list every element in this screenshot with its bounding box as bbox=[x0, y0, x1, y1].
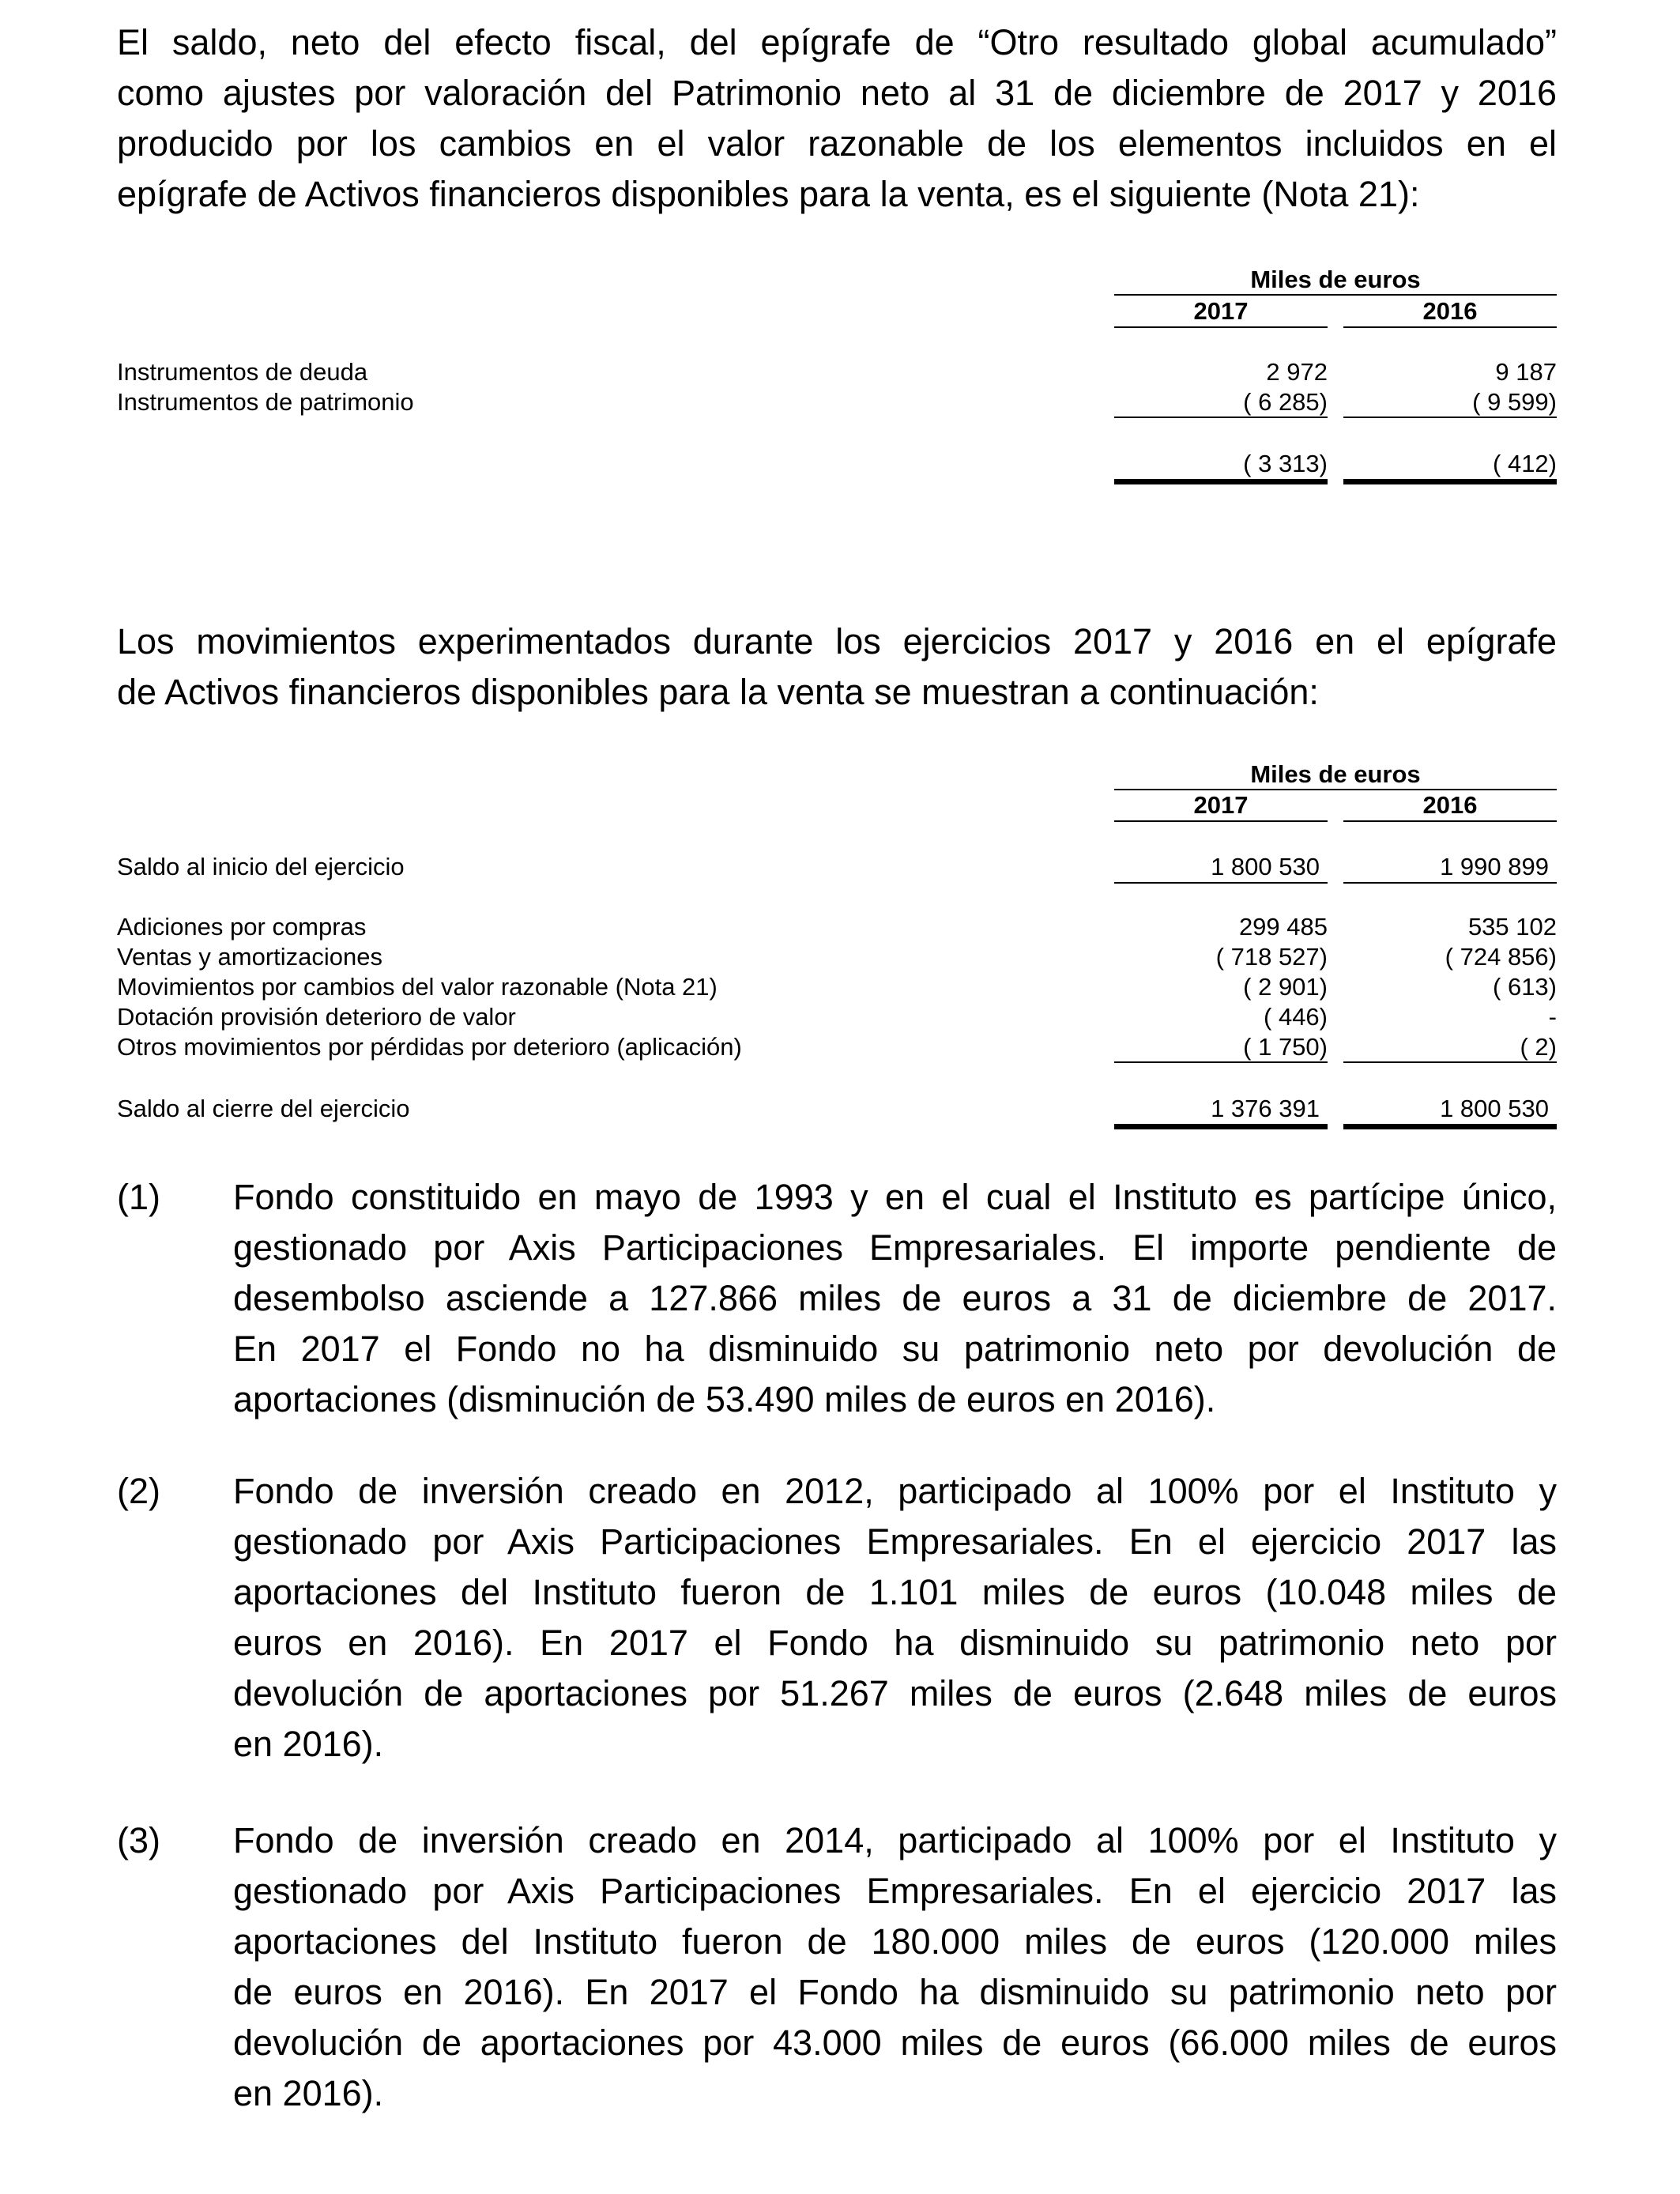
value-2016: ( 9 599) bbox=[1472, 388, 1557, 416]
row-label: Dotación provisión deterioro de valor bbox=[117, 1003, 516, 1031]
value-2016: 1 800 530 bbox=[1440, 1095, 1549, 1122]
note-line: aportaciones (disminución de 53.490 miles de euros en 2016). bbox=[233, 1379, 1216, 1419]
row-label: Adiciones por compras bbox=[117, 913, 367, 941]
closing-balance-label: Saldo al cierre del ejercicio bbox=[117, 1095, 410, 1122]
header-rule bbox=[1114, 820, 1328, 822]
total-rule bbox=[1114, 479, 1328, 484]
note-line: devolución de aportaciones por 43.000 miles de euros (66.000 miles de euros bbox=[233, 2022, 1557, 2063]
note-marker: (2) bbox=[117, 1471, 160, 1511]
note-line: gestionado por Axis Participaciones Empresariales. En el ejercicio 2017 las bbox=[233, 1521, 1557, 1562]
column-header-2016: 2016 bbox=[1422, 791, 1478, 819]
paragraph-line: producido por los cambios en el valor razonable de los elementos incluidos en el bbox=[117, 123, 1557, 164]
header-rule bbox=[1114, 789, 1557, 790]
note-line: aportaciones del Instituto fueron de 1.101 miles de euros (10.048 miles de bbox=[233, 1572, 1557, 1612]
total-rule bbox=[1114, 1124, 1328, 1129]
note-line: euros en 2016). En 2017 el Fondo ha disminuido su patrimonio neto por bbox=[233, 1623, 1557, 1663]
intro-paragraph-1 bbox=[117, 17, 1557, 220]
row-label: Instrumentos de deuda bbox=[117, 358, 368, 386]
note-line: En 2017 el Fondo no ha disminuido su patrimonio neto por devolución de bbox=[233, 1329, 1557, 1369]
total-2016: ( 412) bbox=[1493, 450, 1557, 477]
row-label: Movimientos por cambios del valor razonable (Nota 21) bbox=[117, 973, 718, 1001]
value-2016: - bbox=[1548, 1003, 1557, 1031]
subtotal-rule bbox=[1114, 882, 1328, 884]
note-text bbox=[233, 1172, 1557, 1425]
value-2017: ( 2 901) bbox=[1243, 973, 1328, 1001]
note-line: desembolso asciende a 127.866 miles de euros a 31 de diciembre de 2017. bbox=[233, 1278, 1557, 1318]
subtotal-rule bbox=[1343, 417, 1557, 418]
total-rule bbox=[1343, 479, 1557, 484]
subtotal-rule bbox=[1114, 1061, 1328, 1063]
note-line: devolución de aportaciones por 51.267 miles de euros (2.648 miles de euros bbox=[233, 1673, 1557, 1713]
column-header-2017: 2017 bbox=[1193, 791, 1249, 819]
value-2017: 299 485 bbox=[1238, 913, 1328, 941]
total-2017: ( 3 313) bbox=[1243, 450, 1328, 477]
header-rule bbox=[1114, 294, 1557, 296]
note-line: aportaciones del Instituto fueron de 180.000 miles de euros (120.000 miles bbox=[233, 1921, 1557, 1962]
note-line: Fondo de inversión creado en 2012, participado al 100% por el Instituto y bbox=[233, 1471, 1557, 1511]
note-line: Fondo de inversión creado en 2014, participado al 100% por el Instituto y bbox=[233, 1820, 1557, 1860]
value-2016: 9 187 bbox=[1495, 358, 1557, 386]
row-label: Otros movimientos por pérdidas por deterioro (aplicación) bbox=[117, 1033, 742, 1061]
subtotal-rule bbox=[1343, 1061, 1557, 1063]
table-units-header: Miles de euros bbox=[1250, 266, 1421, 293]
value-2017: ( 6 285) bbox=[1243, 388, 1328, 416]
paragraph-line: como ajustes por valoración del Patrimonio neto al 31 de diciembre de 2017 y 2016 bbox=[117, 73, 1557, 113]
row-label: Instrumentos de patrimonio bbox=[117, 388, 414, 416]
paragraph-line: de Activos financieros disponibles para la venta se muestran a continuación: bbox=[117, 672, 1319, 712]
total-rule bbox=[1343, 1124, 1557, 1129]
paragraph-line: El saldo, neto del efecto fiscal, del epígrafe de “Otro resultado global acumulado” bbox=[117, 22, 1557, 62]
subtotal-rule bbox=[1343, 882, 1557, 884]
value-2017: 2 972 bbox=[1266, 358, 1328, 386]
note-marker: (3) bbox=[117, 1820, 160, 1860]
value-2016: ( 2) bbox=[1520, 1033, 1557, 1061]
paragraph-line: Los movimientos experimentados durante los ejercicios 2017 y 2016 en el epígrafe bbox=[117, 621, 1557, 662]
note-line: de euros en 2016). En 2017 el Fondo ha disminuido su patrimonio neto por bbox=[233, 1972, 1557, 2012]
value-2017: 1 800 530 bbox=[1211, 853, 1320, 880]
note-line: en 2016). bbox=[233, 2073, 384, 2113]
value-2016: ( 613) bbox=[1493, 973, 1557, 1001]
note-text bbox=[233, 1466, 1557, 1770]
note-marker: (1) bbox=[117, 1177, 160, 1217]
value-2017: ( 446) bbox=[1264, 1003, 1328, 1031]
note-line: gestionado por Axis Participaciones Empresariales. El importe pendiente de bbox=[233, 1227, 1557, 1268]
note-line: en 2016). bbox=[233, 1724, 384, 1764]
header-rule bbox=[1114, 326, 1328, 328]
header-rule bbox=[1343, 326, 1557, 328]
value-2017: ( 718 527) bbox=[1215, 943, 1328, 971]
intro-paragraph-2 bbox=[117, 616, 1557, 718]
column-header-2017: 2017 bbox=[1193, 297, 1249, 325]
value-2017: 1 376 391 bbox=[1211, 1095, 1320, 1122]
subtotal-rule bbox=[1114, 417, 1328, 418]
row-label: Ventas y amortizaciones bbox=[117, 943, 383, 971]
value-2016: 1 990 899 bbox=[1440, 853, 1549, 880]
header-rule bbox=[1343, 820, 1557, 822]
note-text bbox=[233, 1815, 1557, 2119]
opening-balance-label: Saldo al inicio del ejercicio bbox=[117, 853, 405, 880]
value-2017: ( 1 750) bbox=[1243, 1033, 1328, 1061]
value-2016: 535 102 bbox=[1467, 913, 1557, 941]
value-2016: ( 724 856) bbox=[1445, 943, 1557, 971]
paragraph-line: epígrafe de Activos financieros disponibles para la venta, es el siguiente (Nota 21): bbox=[117, 174, 1420, 214]
table-units-header: Miles de euros bbox=[1250, 760, 1421, 788]
note-line: gestionado por Axis Participaciones Empresariales. En el ejercicio 2017 las bbox=[233, 1871, 1557, 1911]
note-line: Fondo constituido en mayo de 1993 y en el cual el Instituto es partícipe único, bbox=[233, 1177, 1557, 1217]
column-header-2016: 2016 bbox=[1422, 297, 1478, 325]
